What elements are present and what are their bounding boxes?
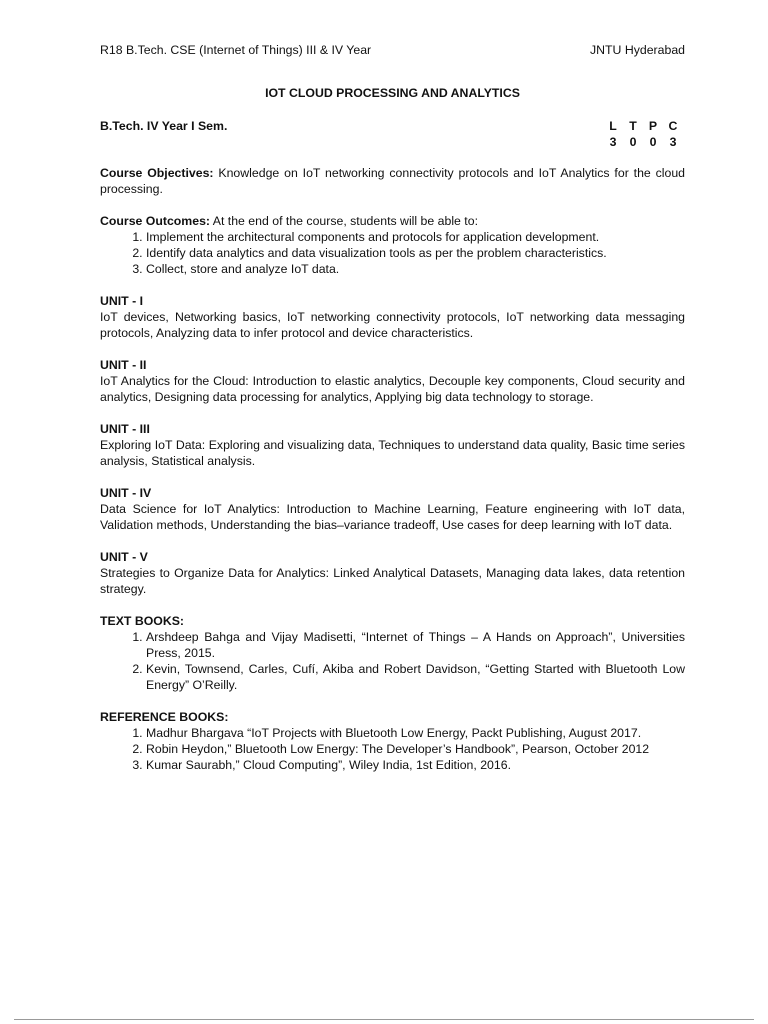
outcomes-label: Course Outcomes:: [100, 214, 211, 228]
outcomes-text: At the end of the course, students will be able to:: [210, 214, 478, 228]
outcome-item: 2. Identify data analytics and data visualization tools as per the problem characteristics.: [146, 245, 685, 261]
unit-heading: UNIT - V: [100, 550, 148, 564]
outcome-item: 1. Implement the architectural components and protocols for application development.: [146, 229, 685, 245]
text-books-heading: TEXT BOOKS:: [100, 614, 185, 628]
course-title: IOT CLOUD PROCESSING AND ANALYTICS: [265, 86, 520, 100]
unit-heading: UNIT - III: [100, 422, 150, 436]
unit-5: [100, 549, 685, 597]
page-bottom-rule: [14, 1019, 754, 1020]
course-objectives: [100, 165, 685, 197]
unit-text: Data Science for IoT Analytics: Introduction to Machine Learning, Feature engineering with IoT data, Validation methods, Understanding the bias–variance tradeoff, Use cases for deep learning with IoT data.: [100, 502, 685, 532]
ltpc-label-l: L: [609, 119, 617, 133]
outcome-item: 3. Collect, store and analyze IoT data.: [146, 261, 685, 277]
ltpc-value-l: 3: [609, 135, 617, 149]
reference-books: [100, 709, 685, 773]
outcomes-list: [100, 229, 685, 277]
unit-text: Strategies to Organize Data for Analytics: Linked Analytical Datasets, Managing data lakes, data retention strategy.: [100, 566, 685, 596]
text-books-list: [100, 629, 685, 693]
unit-text: Exploring IoT Data: Exploring and visualizing data, Techniques to understand data quality, Basic time series analysis, Statistical analysis.: [100, 438, 685, 468]
unit-3: [100, 421, 685, 469]
unit-1: [100, 293, 685, 341]
ltpc-value-c: 3: [669, 135, 677, 149]
reference-book-item: 2. Robin Heydon,” Bluetooth Low Energy: The Developer’s Handbook”, Pearson, October 2012: [146, 741, 685, 757]
unit-heading: UNIT - II: [100, 358, 147, 372]
header-right: JNTU Hyderabad: [590, 43, 685, 57]
text-book-item: 1. Arshdeep Bahga and Vijay Madisetti, “Internet of Things – A Hands on Approach”, Universities Press, 2015.: [146, 629, 685, 661]
unit-heading: UNIT - IV: [100, 486, 152, 500]
objectives-label: Course Objectives:: [100, 166, 214, 180]
semester-row: [100, 118, 685, 150]
text-books: [100, 613, 685, 693]
objectives-text: Knowledge on IoT networking connectivity protocols and IoT Analytics for the cloud processing.: [100, 166, 686, 196]
unit-heading: UNIT - I: [100, 294, 144, 308]
ltpc-label-p: P: [648, 119, 658, 133]
ltpc-value-t: 0: [629, 135, 637, 149]
reference-book-item: 3. Kumar Saurabh,” Cloud Computing”, Wiley India, 1st Edition, 2016.: [146, 757, 685, 773]
unit-text: IoT Analytics for the Cloud: Introduction to elastic analytics, Decouple key components, Cloud security and analytics, Designing data processing for analytics, Applying big data technology to storage.: [100, 374, 685, 404]
ltpc-grid: [603, 118, 683, 150]
ltpc-label-c: C: [668, 119, 678, 133]
header-left: R18 B.Tech. CSE (Internet of Things) III & IV Year: [100, 43, 372, 57]
course-outcomes: [100, 213, 685, 277]
running-header: [100, 42, 685, 58]
reference-book-item: 1. Madhur Bhargava “IoT Projects with Bluetooth Low Energy, Packt Publishing, August 2017.: [146, 725, 685, 741]
ltpc-label-t: T: [629, 119, 637, 133]
reference-books-heading: REFERENCE BOOKS:: [100, 710, 229, 724]
unit-2: [100, 357, 685, 405]
ltpc-value-p: 0: [649, 135, 657, 149]
reference-books-list: [100, 725, 685, 773]
text-book-item: 2. Kevin, Townsend, Carles, Cufí, Akiba and Robert Davidson, “Getting Started with Bluetooth Low Energy” O’Reilly.: [146, 661, 685, 693]
unit-4: [100, 485, 685, 533]
semester-label: B.Tech. IV Year I Sem.: [100, 119, 228, 133]
unit-text: IoT devices, Networking basics, IoT networking connectivity protocols, IoT networking data messaging protocols, Analyzing data to infer protocol and device characteristics.: [100, 310, 685, 340]
syllabus-page: [100, 42, 685, 773]
